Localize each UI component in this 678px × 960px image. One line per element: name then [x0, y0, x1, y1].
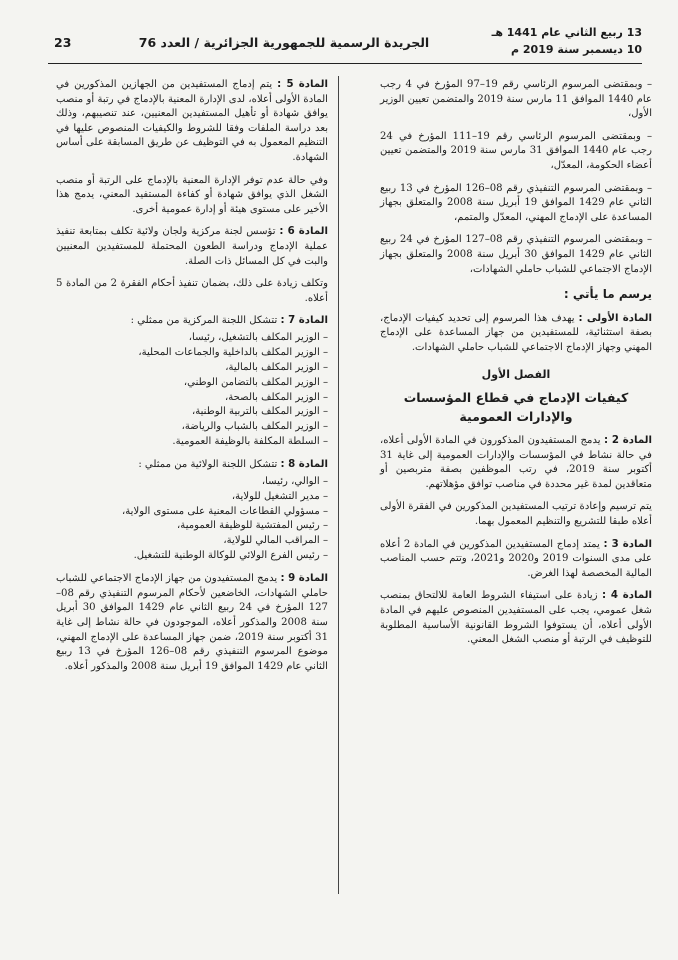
article-label: المادة 9 : — [280, 573, 328, 585]
article-5 — [56, 78, 328, 166]
article-7 — [56, 314, 328, 329]
article-2-continued: يتم ترسيم وإعادة ترتيب المستفيدين المذكورين في الفقرة الأولى أعلاه طبقا للتشريع والتنظيم المعمول بهما. — [380, 501, 652, 528]
preamble-item: – وبمقتضى المرسوم الرئاسي رقم 19–97 المؤرخ في 4 رجب عام 1440 الموافق 11 مارس سنة 2019 والمتضمن تعيين الوزير الأول، — [380, 79, 653, 120]
hijri-date: 13 ربيع الثاني عام 1441 هـ — [491, 26, 642, 39]
preamble-item: – وبمقتضى المرسوم التنفيذي رقم 08–127 المؤرخ في 24 ربيع الثاني عام 1429 الموافق 30 أبريل سنة 2008 والمتعلق بجهاز الإدماج الاجتماعي للشباب حاملي الشهادات، — [380, 234, 653, 275]
article-label: المادة 4 : — [602, 590, 652, 602]
article-8 — [56, 458, 328, 473]
list-item: – الوزير المكلف بالتربية الوطنية، — [191, 406, 328, 418]
article-5-continued: وفي حالة عدم توفر الإدارة المعنية بالإدماج على الرتبة أو منصب الشغل الذي يوافق شهادة أو كفاءة المستفيد المعني، يدمج هذا الأخير على مستوى هيئة أو إدارة عمومية أخرى. — [56, 174, 328, 215]
article-text: زيادة على استيفاء الشروط العامة للالتحاق بمنصب شغل عمومي، يجب على المستفيدين المنصوص عليهم في المادة الأولى أعلاه، أن يستوفوا الشروط القانونية الأساسية المطلوبة للتوظيف في الرتبة أو منصب الشغل المعني. — [380, 590, 652, 646]
list-item: – الوالي، رئيسا، — [261, 475, 328, 487]
page-header — [48, 24, 642, 60]
central-committee-list — [56, 331, 328, 450]
article-4 — [380, 589, 652, 647]
list-item: – المراقب المالي للولاية، — [223, 535, 328, 547]
list-item: – الوزير المكلف بالشباب والرياضة، — [181, 421, 328, 433]
right-column — [380, 78, 652, 656]
preamble-item: – وبمقتضى المرسوم التنفيذي رقم 08–126 المؤرخ في 13 ربيع الثاني عام 1429 الموافق 19 أبريل سنة 2008 والمتعلق بجهاز المساعدة على الإدماج المهني، المعدّل والمتمم، — [380, 182, 653, 223]
list-item: – الوزير المكلف بالمالية، — [225, 361, 328, 373]
column-divider — [338, 76, 339, 894]
list-item: – السلطة المكلفة بالوظيفة العمومية. — [172, 436, 328, 448]
chapter-title: كيفيات الإدماج في قطاع المؤسسات والإدارات العمومية — [403, 390, 629, 425]
list-item: – الوزير المكلف بالتضامن الوطني، — [183, 376, 328, 388]
article-6-continued: وتكلف زيادة على ذلك، بضمان تنفيذ أحكام الفقرة 2 من المادة 5 أعلاه. — [56, 278, 328, 304]
decree-line: يرسم ما يأتي : — [563, 287, 652, 302]
article-text: تؤسس لجنة مركزية ولجان ولائية تكلف بمتابعة تنفيذ عملية الإدماج ودراسة الطعون المحتملة للمستفيدين المعنيين والبت في كل المسائل ذات الصلة. — [56, 226, 328, 267]
article-label: المادة 5 : — [277, 79, 329, 90]
header-rule — [48, 63, 642, 64]
journal-title: الجريدة الرسمية للجمهورية الجزائرية / العدد 76 — [138, 35, 430, 50]
list-item: – رئيس المفتشية للوظيفة العمومية، — [177, 520, 328, 532]
list-item: – مدير التشغيل للولاية، — [231, 490, 328, 502]
article-text: يدمج المستفيدون من جهاز الإدماج الاجتماعي للشباب حاملي الشهادات، الخاضعين لأحكام المرسوم التنفيذي رقم 08–127 المؤرخ في 24 ربيع الثاني عام 1429 الموافق 30 أبريل سنة 2008 والمذكور أعلاه، الموجودون في حالة نشاط إلى غاية 31 أكتوبر سنة 2019، ضمن جهاز المساعدة على الإدماج المهني، موضوع المرسوم التنفيذي رقم 08–126 المؤرخ في 13 ربيع الثاني عام 1429 الموافق 19 أبريل سنة 2008 والمذكور أعلاه. — [56, 573, 329, 672]
article-label: المادة الأولى : — [578, 312, 652, 324]
article-text: يهدف هذا المرسوم إلى تحديد كيفيات الإدماج، بصفة استثنائية، للمستفيدين من جهاز المساعدة على الإدماج المهني وجهاز الإدماج الاجتماعي للشباب حاملي الشهادات. — [380, 312, 652, 353]
article-label: المادة 3 : — [603, 538, 652, 550]
article-text: يمتد إدماج المستفيدين المذكورين في المادة 2 أعلاه على مدى السنوات 2019 و2020 و2021، وتتم حسب المناصب المالية المخصصة لهذا الغرض. — [380, 538, 652, 579]
article-3 — [380, 538, 652, 582]
article-9 — [56, 572, 328, 674]
list-item: – الوزير المكلف بالصحة، — [225, 391, 328, 403]
list-item: – الوزير المكلف بالتشغيل، رئيسا، — [188, 331, 328, 343]
chapter-label: الفصل الأول — [481, 367, 551, 381]
list-item: – رئيس الفرع الولائي للوكالة الوطنية للتشغيل. — [133, 550, 328, 562]
article-label: المادة 2 : — [604, 435, 652, 447]
issue-date — [476, 24, 642, 58]
article-label: المادة 6 : — [279, 226, 329, 238]
list-item: – مسؤولي القطاعات المعنية على مستوى الولاية، — [122, 505, 328, 517]
article-1 — [380, 312, 652, 356]
article-label: المادة 8 : — [280, 459, 328, 471]
left-column — [56, 78, 328, 682]
article-text: تتشكل اللجنة الولائية من ممثلي : — [138, 459, 278, 471]
article-2 — [380, 434, 652, 492]
preamble-item: – وبمقتضى المرسوم الرئاسي رقم 19–111 المؤرخ في 24 رجب عام 1440 الموافق 31 مارس سنة 2019 والمتضمن تعيين أعضاء الحكومة، المعدّل، — [380, 130, 653, 171]
article-text: تتشكل اللجنة المركزية من ممثلي : — [130, 315, 278, 327]
wilaya-committee-list — [56, 475, 328, 564]
article-6 — [56, 225, 328, 269]
article-label: المادة 7 : — [280, 315, 328, 327]
list-item: – الوزير المكلف بالداخلية والجماعات المحلية، — [138, 346, 328, 358]
page-number: 23 — [54, 35, 72, 50]
article-text: يدمج المستفيدون المذكورون في المادة الأولى أعلاه، في حالة نشاط في المؤسسات والإدارات العمومية إلى غاية 31 أكتوبر سنة 2019، في رتب الموظفين بصفة متربصين أو متعاقدين لمدة غير محددة في مناصب توافق مؤهلاتهم. — [380, 435, 652, 490]
article-text: يتم إدماج المستفيدين من الجهازين المذكورين في المادة الأولى أعلاه، لدى الإدارة المعنية بالإدماج في رتبة أو منصب يوافق شهادة أو تأهيل المستفيدين المعنيين، عند تنصيبهم، وذلك بعد دراسة الملفات وفقا للشروط والكيفيات المنصوص عليها في التنظيم المعمول به في التوظيف عن طريق المسابقة على أساس الشهادة. — [56, 79, 328, 163]
gregorian-date: 10 ديسمبر سنة 2019 م — [511, 43, 642, 56]
